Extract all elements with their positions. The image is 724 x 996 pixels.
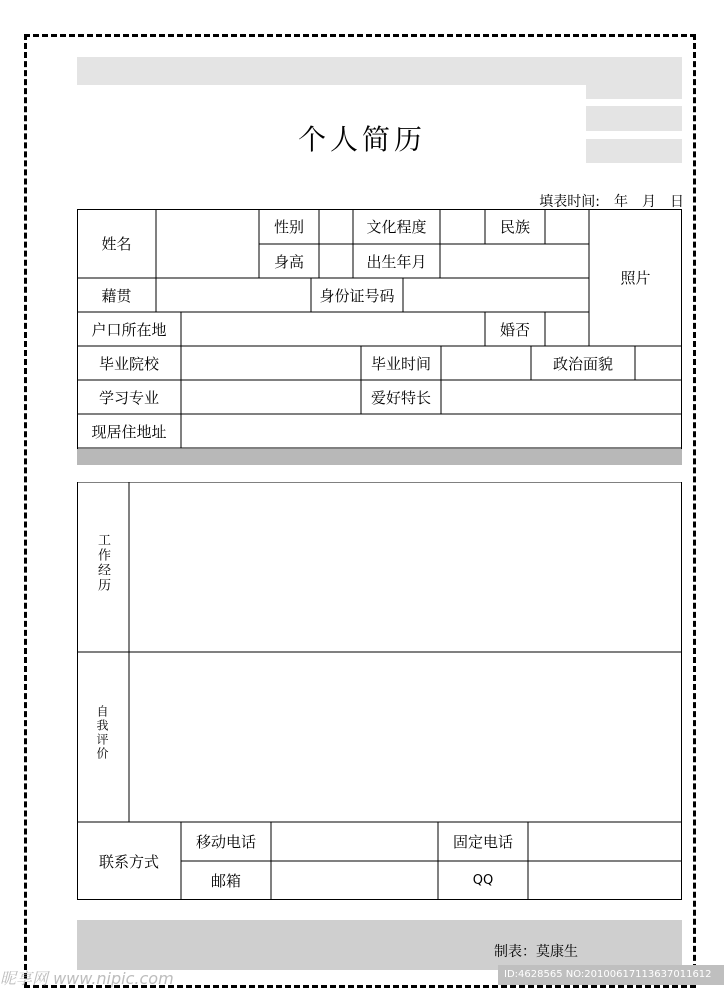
- hobbies-label: 爱好特长: [370, 388, 431, 407]
- address-label: 现居住地址: [91, 422, 167, 441]
- marital-label: 婚否: [499, 320, 530, 339]
- mobile-field[interactable]: [272, 823, 437, 860]
- school-label: 毕业院校: [98, 354, 159, 373]
- gender-label: 性别: [273, 218, 304, 236]
- fill-date-year: 年: [614, 194, 628, 210]
- address-field[interactable]: [182, 415, 681, 447]
- photo-label: 照片: [620, 269, 651, 287]
- height-label: 身高: [273, 252, 304, 271]
- landline-field[interactable]: [529, 823, 681, 860]
- work-label: 工作经历: [95, 533, 110, 593]
- birth-label: 出生年月: [366, 252, 427, 271]
- political-field[interactable]: [636, 347, 681, 379]
- major-label: 学习专业: [98, 388, 159, 407]
- work-field[interactable]: [130, 483, 681, 651]
- ethnicity-label: 民族: [499, 218, 530, 236]
- household-label: 户口所在地: [91, 320, 167, 339]
- site-watermark: 昵享网 www.nipic.com: [0, 969, 174, 988]
- footer-band: [77, 920, 682, 970]
- political-label: 政治面貌: [552, 354, 613, 373]
- page-title: 个人简历: [297, 123, 426, 156]
- native-place-label: 藉贯: [101, 286, 132, 305]
- header-band-small-1: [586, 85, 682, 99]
- marital-field[interactable]: [546, 313, 588, 345]
- qq-label: QQ: [472, 873, 494, 888]
- blank-strip: [77, 465, 682, 482]
- major-field[interactable]: [182, 381, 360, 413]
- fill-date: [539, 191, 684, 211]
- native-place-field[interactable]: [157, 279, 310, 311]
- grad-time-label: 毕业时间: [370, 354, 431, 373]
- header-band: [77, 57, 682, 85]
- height-field[interactable]: [320, 245, 352, 277]
- fill-date-label: 填表时间:: [539, 194, 600, 210]
- name-label: 姓名: [101, 235, 132, 253]
- id-number-label: 身份证号码: [319, 286, 395, 305]
- fill-date-day: 日: [670, 194, 684, 210]
- landline-label: 固定电话: [452, 833, 513, 851]
- resume-form: [77, 209, 682, 900]
- email-field[interactable]: [272, 862, 437, 899]
- gender-field[interactable]: [320, 210, 352, 243]
- self-eval-field[interactable]: [130, 653, 681, 821]
- section-separator: [77, 449, 682, 465]
- qq-field[interactable]: [529, 862, 681, 899]
- hobbies-field[interactable]: [442, 381, 681, 413]
- education-label: 文化程度: [366, 218, 427, 236]
- fill-date-month: 月: [642, 194, 656, 210]
- name-field[interactable]: [157, 210, 258, 277]
- school-field[interactable]: [182, 347, 360, 379]
- ethnicity-field[interactable]: [546, 210, 588, 243]
- email-label: 邮箱: [210, 872, 241, 890]
- household-field[interactable]: [182, 313, 484, 345]
- grad-time-field[interactable]: [442, 347, 530, 379]
- birth-field[interactable]: [441, 245, 588, 277]
- image-id-watermark: ID:4628565 NO:20100617113637011612: [498, 965, 724, 985]
- contact-label: 联系方式: [98, 852, 159, 871]
- id-number-field[interactable]: [404, 279, 588, 311]
- self-eval-label: 自我评价: [95, 705, 109, 761]
- education-field[interactable]: [441, 210, 484, 243]
- mobile-label: 移动电话: [195, 833, 256, 851]
- maker-credit: 制表：莫康生: [494, 944, 578, 960]
